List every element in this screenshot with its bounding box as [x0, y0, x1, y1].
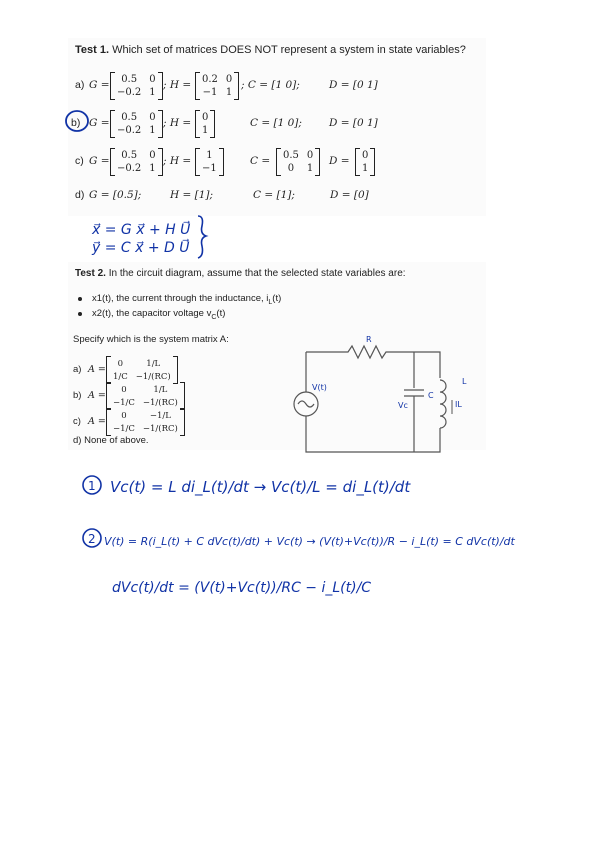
- option-b-label: b): [71, 117, 81, 129]
- A-option-a-matrix: 0 1/L 1/C −1/(RC): [106, 356, 178, 384]
- test2-prompt: Specify which is the system matrix A:: [73, 334, 229, 345]
- A-option-c-matrix: 0 −1/L −1/C −1/(RC): [106, 408, 185, 436]
- option-b-G: G =: [89, 117, 110, 129]
- option-c-D-matrix: 0 1: [355, 148, 375, 176]
- test2-question: [75, 267, 406, 280]
- option-c-C: C =: [250, 155, 271, 167]
- A-option-b-matrix: 0 1/L −1/C −1/(RC): [106, 382, 185, 410]
- A-option-a-eq: A =: [88, 364, 106, 375]
- test1-question-text: Which set of matrices DOES NOT represent a system in state variables?: [109, 44, 466, 56]
- option-b-H-matrix: 0 1: [195, 110, 215, 138]
- option-c-label: c): [75, 155, 84, 167]
- option-b-G-matrix: 0.5 0 −0.2 1: [110, 110, 163, 138]
- A-option-b-eq: A =: [88, 390, 106, 401]
- option-d-D: D = [0]: [330, 189, 369, 201]
- option-d-H: H = [1];: [170, 189, 214, 201]
- option-d-G: G = [0.5];: [89, 189, 142, 201]
- test1-question: [75, 44, 466, 57]
- bullet-1-dot: [78, 297, 82, 301]
- option-c-D: D =: [329, 155, 350, 167]
- bullet-2: x2(t), the capacitor voltage $v_C(t)$: [92, 308, 226, 321]
- circuit-label-L: L: [462, 377, 467, 386]
- A-option-c-eq: A =: [88, 416, 106, 427]
- A-option-a-label: a): [73, 364, 82, 375]
- option-d-label: d): [75, 189, 85, 201]
- option-c-G-matrix: 0.5 0 −0.2 1: [110, 148, 163, 176]
- derivation-1: Vc(t) = L di_L(t)/dt → Vc(t)/L = di_L(t)/dt: [110, 478, 411, 496]
- option-b-D: D = [0 1]: [329, 117, 378, 129]
- option-b-H: ; H =: [163, 117, 192, 129]
- handwritten-num-1: 1: [88, 479, 96, 493]
- handwritten-num-2: 2: [88, 532, 96, 546]
- option-a-C: ; C = [1 0];: [241, 79, 300, 91]
- state-eq-1: x⃗ = G x⃗ + H U⃗: [92, 222, 191, 238]
- option-c-H-matrix: 1 −1: [195, 148, 224, 176]
- option-d-C: C = [1];: [253, 189, 295, 201]
- option-a-D: D = [0 1]: [329, 79, 378, 91]
- circuit-label-IL: IL: [455, 400, 462, 409]
- test2-question-text: In the circuit diagram, assume that the selected state variables are:: [105, 268, 406, 279]
- A-option-d: d) None of above.: [73, 435, 149, 446]
- option-a-label: a): [75, 79, 85, 91]
- circuit-label-C: C: [428, 391, 434, 400]
- option-a-G: G =: [89, 79, 110, 91]
- test1-heading: Test 1.: [75, 44, 110, 56]
- bullet-1: x1(t), the current through the inductance, $i_L(t)$: [92, 293, 282, 306]
- option-c-H: ; H =: [163, 155, 192, 167]
- circuit-label-Vc: Vc: [398, 401, 408, 410]
- option-c-C-matrix: 0.5 0 0 1: [276, 148, 320, 176]
- state-eq-2: y⃗ = C x⃗ + D U⃗: [92, 240, 190, 256]
- A-option-b-label: b): [73, 390, 82, 401]
- circuit-label-R: R: [366, 335, 372, 344]
- option-c-G: G =: [89, 155, 110, 167]
- test2-heading: Test 2.: [75, 268, 106, 279]
- derivation-3: dVc(t)/dt = (V(t)+Vc(t))/RC − i_L(t)/C: [112, 580, 372, 596]
- circuit-label-Vt: V(t): [312, 383, 327, 392]
- option-a-H-matrix: 0.2 0 −1 1: [195, 72, 239, 100]
- derivation-2: V(t) = R(i_L(t) + C dVc(t)/dt) + Vc(t) → (V(t)+Vc(t))/R − i_L(t) = C dVc(t)/dt: [104, 535, 515, 548]
- option-a-H: ; H =: [163, 79, 192, 91]
- A-option-c-label: c): [73, 416, 81, 427]
- option-a-G-matrix: 0.5 0 −0.2 1: [110, 72, 163, 100]
- option-b-C: C = [1 0];: [250, 117, 302, 129]
- bullet-2-dot: [78, 312, 82, 316]
